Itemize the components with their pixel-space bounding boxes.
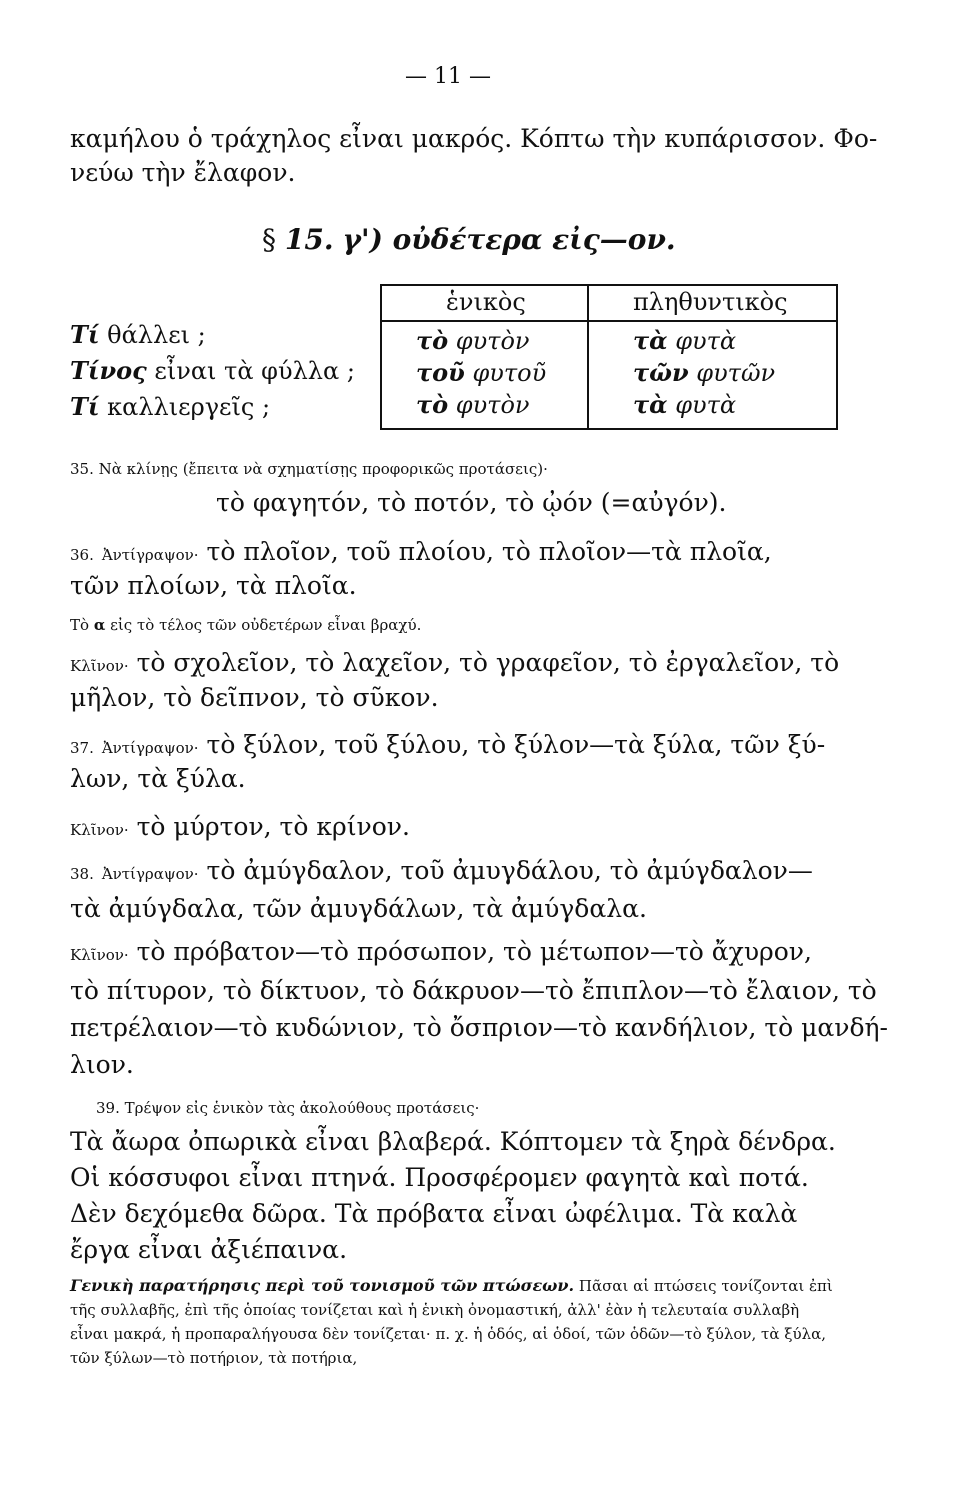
exercise-36-decline-2: μῆλον, τὸ δεῖπνον, τὸ σῦκον. — [70, 683, 439, 712]
intro-line-1: καμήλου ὁ τράχηλος εἶναι μακρός. Κόπτω τὴν κυπάρισσον. Φο- — [70, 124, 878, 153]
exercise-38-decline-3: πετρέλαιον—τὸ κυδώνιον, τὸ ὄσπριον—τὸ κανδήλιον, τὸ μανδή- — [70, 1013, 888, 1042]
general-note-text: Πᾶσαι αἱ πτώσεις τονίζονται ἐπὶ τῆς συλλαβῆς, ἐπὶ τῆς ὁποίας τονίζεται καὶ ἡ ἑνικὴ ὀνομαστική, ἀλλ' ἐὰν ἡ τελευταία συλλαβὴ εἶναι μακρά, ἡ προπαραλήγουσα δὲν τονίζεται· π. χ. ἡ ὁδός, αἱ ὁδοί, τῶν ὁδῶν—τὸ ξύλον, τὰ ξύλα, τῶν ξύλων—τὸ ποτήριον, τὰ ποτήρια, — [70, 1277, 833, 1367]
exercise-39-instruction: 39. Τρέψον εἰς ἑνικὸν τὰς ἀκολούθους προτάσεις· — [96, 1099, 480, 1117]
singular-genitive: τοῦ φυτοῦ — [416, 358, 547, 387]
exercise-37-decline: Κλῖνον· τὸ μύρτον, τὸ κρίνον. — [70, 812, 410, 841]
section-number: 15. — [284, 223, 334, 256]
exercise-38-line-1: 38. Ἀντίγραψον· τὸ ἀμύγδαλον, τοῦ ἀμυγδάλου, τὸ ἀμύγδαλον— — [70, 856, 813, 885]
plural-header: πληθυντικὸς — [633, 288, 788, 316]
exercise-38-line-2: τὰ ἀμύγδαλα, τῶν ἀμυγδάλων, τὰ ἀμύγδαλα. — [70, 894, 647, 923]
general-note — [70, 1274, 840, 1370]
exercise-36-decline-1: Κλῖνον· τὸ σχολεῖον, τὸ λαχεῖον, τὸ γραφεῖον, τὸ ἐργαλεῖον, τὸ — [70, 648, 840, 677]
exercise-36-line-2: τῶν πλοίων, τὰ πλοῖα. — [70, 571, 357, 600]
exercise-36-line-1: 36. Ἀντίγραψον· τὸ πλοῖον, τοῦ πλοίου, τὸ πλοῖον—τὰ πλοῖα, — [70, 537, 772, 566]
section-title: γ') οὐδέτερα εἰς—ον. — [342, 223, 676, 256]
question-2 — [70, 356, 355, 385]
exercise-38-decline-2: τὸ πίτυρον, τὸ δίκτυον, τὸ δάκρυον—τὸ ἔπιπλον—τὸ ἔλαιον, τὸ — [70, 976, 877, 1005]
section-mark: § — [262, 223, 276, 256]
question-text: καλλιεργεῖς ; — [99, 393, 271, 421]
exercise-35-words: τὸ φαγητόν, τὸ ποτόν, τὸ ᾠόν (=αὐγόν). — [216, 488, 727, 517]
page-number: — 11 — — [405, 64, 491, 89]
question-word: Τίνος — [70, 356, 147, 385]
section-heading — [262, 223, 676, 256]
exercise-39-text: Τὰ ἄωρα ὀπωρικὰ εἶναι βλαβερά. Κόπτομεν τὰ ξηρὰ δένδρα. Οἱ κόσσυφοι εἶναι πτηνά. Προσφέρομεν φαγητὰ καὶ ποτά. Δὲν δεχόμεθα δῶρα. Τὰ πρόβατα εἶναι ὠφέλιμα. Τὰ καλὰ ἔργα εἶναι ἀξιέπαινα. — [70, 1127, 836, 1264]
question-word: Τί — [70, 392, 100, 421]
declension-table — [380, 284, 838, 429]
plural-genitive: τῶν φυτῶν — [633, 358, 776, 387]
plural-nominative: τὰ φυτὰ — [633, 326, 737, 355]
exercise-35-instruction: 35. Νὰ κλίνῃς (ἔπειτα νὰ σχηματίσῃς προφορικῶς προτάσεις)· — [70, 460, 548, 478]
question-text: εἶναι τὰ φύλλα ; — [146, 357, 355, 385]
exercise-37-line-1: 37. Ἀντίγραψον· τὸ ξύλον, τοῦ ξύλου, τὸ ξύλον—τὰ ξύλα, τῶν ξύ- — [70, 730, 826, 759]
question-1 — [70, 320, 206, 349]
plural-accusative: τὰ φυτὰ — [633, 390, 737, 419]
question-word: Τί — [70, 320, 100, 349]
singular-header: ἑνικὸς — [446, 288, 526, 316]
question-3 — [70, 392, 270, 421]
exercise-38-decline-4: λιον. — [70, 1050, 134, 1079]
exercise-38-decline-1: Κλῖνον· τὸ πρόβατον—τὸ πρόσωπον, τὸ μέτωπον—τὸ ἄχυρον, — [70, 937, 812, 966]
singular-accusative: τὸ φυτὸν — [416, 390, 530, 419]
singular-nominative: τὸ φυτὸν — [416, 326, 530, 355]
general-note-heading: Γενικὴ παρατήρησις περὶ τοῦ τονισμοῦ τῶν πτώσεων. — [70, 1276, 575, 1295]
exercise-37-line-2: λων, τὰ ξύλα. — [70, 764, 246, 793]
exercise-36-rule: Τὸ α εἰς τὸ τέλος τῶν οὐδετέρων εἶναι βραχύ. — [70, 616, 422, 634]
question-text: θάλλει ; — [99, 321, 206, 349]
intro-line-2: νεύω τὴν ἔλαφον. — [70, 158, 296, 187]
